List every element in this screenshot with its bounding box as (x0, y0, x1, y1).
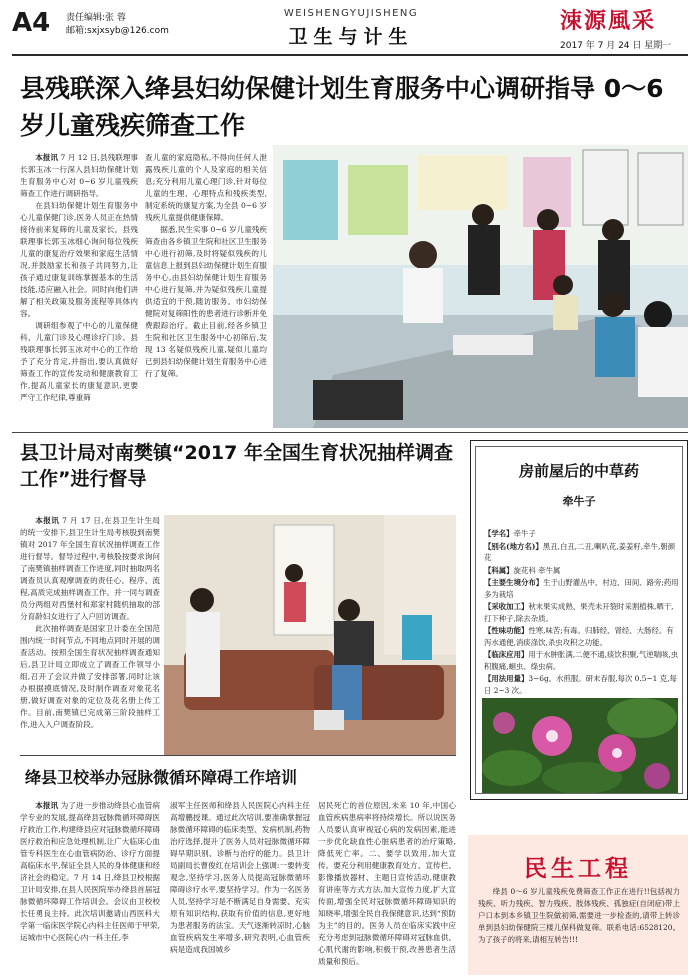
article1-paragraph: 调研组参观了中心的儿童保健科、儿童门诊及心理诊疗门诊。县残联理事长郭玉冰对中心的工作给予了充分肯定,并指出,要认真做好筛查工作的宣传发动和健康教育工作,提高儿童家长的康复意识,更要严守工作纪律,尊重筛 (20, 321, 138, 402)
herbal-entry (484, 528, 680, 540)
herbal-entry (484, 673, 680, 696)
article1-paragraph: 查儿童的家庭隐私,不得向任何人泄露残疾儿童的个人及家庭的相关信息;充分利用儿童心理门诊,针对每位儿童的生理、心理特点和残疾类型,制定系统的康复方案,为全县 0~6 岁残疾儿童提供健康保障。 (145, 153, 267, 222)
article3-lead: 本报讯 (35, 801, 59, 810)
herbal-entry (484, 649, 680, 672)
herbal-entry-text: 3~6g。水煎服。研末吞服,每次 0.5~1 克,每日 2~3 次。 (484, 674, 677, 695)
article1-column-2 (145, 152, 267, 430)
herbal-entry-text: 生于山野灌丛中、村边、田间、路旁;药用多为栽培 (484, 578, 679, 599)
herbal-entry (484, 577, 680, 600)
article1-lead: 本报讯 (35, 153, 59, 162)
herbal-entry-label: 【学名】 (484, 529, 514, 538)
herbal-entry-text: 黑丑,白丑,二丑,喇叭花,姜姜籽,牵牛,朝颜花 (484, 541, 676, 562)
herbal-entry-text: 用于水肿胀满,二便不通,痰饮积聚,气逆喘咳,虫积腹痛,蛔虫、绦虫病。 (484, 650, 679, 671)
herbal-entry (484, 541, 680, 564)
morning-glory-photo (482, 698, 678, 793)
herbal-entry-label: 【科属】 (484, 565, 514, 575)
editor-line: 责任编辑:张 蓉 (66, 13, 126, 23)
article3-paragraph: 淑军主任医师和绛县人民医院心内科主任高增鹏授课。通过此次培训,要准确掌握冠脉微循环障碍的临床类型、发病机制,药物治疗选择,提升了医务人员对冠脉微循环障碍早期识别、诊断与治疗的能力。县卫计局副局长曹俊红在培训会上强调:一要转变观念,坚持学习,医务人员提高冠脉微循环障碍诊疗水平,要坚持学习。作为一名医务人员,坚持学习是不断满足自身需要、充实原有知识结构,获取有价值的信息,更好地为患者服务的法宝。天气逐渐转凉时,心脑血管疾病发生率增多,研究表明,心血管疾病是造成我国城乡 (170, 801, 310, 954)
article2-photo (164, 515, 456, 755)
herbal-entry-text: 性寒,味苦;有毒。归肺经、肾经、大肠经。有泻水通便,消痰涤饮,杀虫攻积之功能。 (484, 626, 674, 647)
minsheng-body: 绛县 0～6 岁儿童残疾免费筛查工作正在进行!!包括视力残疾、听力残疾、智力残疾、肢体残疾、孤独症(自闭症)带上户口本到本乡镇卫生院做初筛,需要进一步检查的,请带上转诊单到县妇幼保健院三楼儿保科做复筛。联系电话:6528120。为了孩子的将来,请相互转告!!! (478, 887, 680, 944)
article3-column-2 (170, 800, 310, 975)
herbal-title: 房前屋后的中草药 (518, 462, 639, 480)
article1-photo (273, 145, 688, 428)
herbal-entry (484, 625, 680, 648)
herbal-entry-label: 【性味功能】 (484, 626, 529, 635)
issue-date: 2017 年 7 月 24 日 星期一 (560, 41, 672, 51)
article1-headline: 县残联深入绛县妇幼保健计划生育服务中心调研指导 0～6 岁儿童残疾筛查工作 (20, 74, 664, 140)
herbal-entry (484, 601, 680, 624)
masthead-rule (12, 54, 688, 56)
herbal-entry-label: 【别名(地方名)】 (484, 541, 543, 551)
editor-info (66, 12, 169, 38)
section-divider (12, 432, 688, 433)
article2-paragraph: 7 月 17 日,在县卫生计生局的统一安排下,县卫生计生局考核股到南樊镇对 2017 年全国生育状况抽样调查工作进行督导。督导过程中,考核股按要求询问了南樊镇抽样调查工作进度,同时抽取两名调查员认真观摩调查的责任心、程序、流程,高质完成抽样调查工作。并一同与调查员分两组对西堡村和郑家村随机抽取的部分育龄妇女进行了入户回访调查。 (20, 516, 160, 621)
herbal-entry-text: 秋末果实成熟、果壳未开裂时采割植株,晒干,打下种子,除去杂质。 (484, 602, 674, 623)
article2-paragraph: 此次抽样调查是国家卫计委在全国范围内统一时间节点,不同地点同时开展的调查活动。按照全国生育状况抽样调查通知后,县卫计局立即成立了调查工作领导小组,召开了会议并做了安排部署,同时让该办根据摸底情况,及时制作调查对象花名册,做好调查对象的定位及花名册上传工作。目前,南樊镇已完成第三阶段抽样工作,进入入户调查阶段。 (20, 624, 160, 729)
article1-paragraph: 7 月 12 日,县残联理事长郭玉冰一行深入县妇幼保健计划生育服务中心对 0~6 岁儿童残疾筛查工作进行调研指导。 (20, 153, 138, 198)
herbal-entry-label: 【用法用量】 (484, 674, 529, 683)
section-pinyin: WEISHENGYUJISHENG (283, 8, 419, 19)
article2-lead: 本报讯 (35, 516, 60, 525)
herbal-entry-text: 牵牛子 (513, 529, 536, 538)
section-title: 卫生与计生 (288, 26, 414, 48)
article3-paragraph: 居民死亡的首位原因,未来 10 年,中国心血管疾病患病率将持续增长。所以说医务人员要认真审视冠心病的发病因素,能进一步优化缺血性心脏病患者的治疗策略,降低死亡率。二、要学以致用,加大宣传。要充分利用健康教育处方、宣传栏、影像播放器材、主题日宣传活动,健康教育讲座等方式方法,加大宣传力度,扩大宣传面,增强全民对冠脉微循环障碍知识的知晓率,增强全民自我保健意识,达到“预防为主”的目的。医务人员在临床实践中应充分考虑到冠脉微循环障碍对冠脉血供、心肌代谢的影响,积极干预,改善患者生活质量和预后。 (318, 801, 456, 966)
herbal-entry-label: 【临床应用】 (484, 650, 529, 659)
article3-paragraph: 为了进一步推动绛县心血管病学专业的发展,提高绛县冠脉微循环障碍医疗救治工作,构建绛县应对冠脉微循环障碍医疗救治和应急处理机制,让广大临床心血管专科医生在心血管病防治、诊疗方面提高临床水平,保证全县人民的身体健康和经济社会的稳定。7 月 14 日,绛县卫校根据卫计局安排,在县人民医院举办绛县首届冠脉微循环障碍工作培训会。会议由卫校校长任勇良主持。此次培训邀请山西医科大学第一临床医学院心内科主任医师于甲荣,运城市中心医院心内一科主任,李 (20, 801, 160, 942)
article2-column (20, 515, 160, 755)
article3-column-1 (20, 800, 160, 975)
newspaper-name: 涑源風采 (560, 8, 657, 34)
article3-headline: 绛县卫校举办冠脉微循环障碍工作培训 (25, 768, 298, 787)
herbal-entry-text: 旋花科 牵牛属 (513, 565, 561, 575)
page-number: A4 (12, 8, 51, 38)
herbal-subtitle: 牵牛子 (562, 495, 596, 508)
article2-headline: 县卫计局对南樊镇“2017 年全国生育状况抽样调查工作”进行督导 (20, 442, 453, 490)
article1-paragraph: 在县妇幼保健计划生育服务中心儿童保健门诊,医务人员正在热情接待前来复筛的儿童及家长。县残联理事长郭玉冰细心询问每位残疾儿童的康复治疗效果和家庭生活情况,并鼓励家长和孩子共同努力,让孩子通过康复训练掌握基本的生活技能,适应融入社会。同时向他们讲解了相关政策及服务流程等具体内容。 (20, 201, 138, 318)
email-line: 邮箱:sxjxsyb@126.com (66, 26, 169, 36)
minsheng-title: 民生工程 (524, 855, 632, 882)
section-divider (20, 755, 456, 756)
article1-column-1 (20, 152, 138, 430)
herbal-entry-label: 【主要生境分布】 (484, 578, 544, 587)
article1-paragraph: 据悉,民生实事 0~6 岁儿童残疾筛查由各乡镇卫生院和社区卫生服务中心进行初筛,及时将疑似残疾的儿童信息上报到县妇幼保健计划生育服务中心,由县妇幼保健计划生育服务中心进行复筛,并为疑似残疾儿童提供适宜的干预,随访服务。市妇幼保健院对复筛阳性的患者进行诊断并免费跟踪治疗。截止目前,经各乡镇卫生院和社区卫生服务中心初筛后,发现 13 名疑似残疾儿童,疑似儿童均已到县妇幼保健计划生育服务中心进行了复筛。 (145, 225, 267, 378)
herbal-entry-label: 【采收加工】 (484, 602, 529, 611)
herbal-entry (484, 565, 680, 577)
article3-column-3 (318, 800, 456, 975)
herbal-entries (484, 528, 680, 697)
